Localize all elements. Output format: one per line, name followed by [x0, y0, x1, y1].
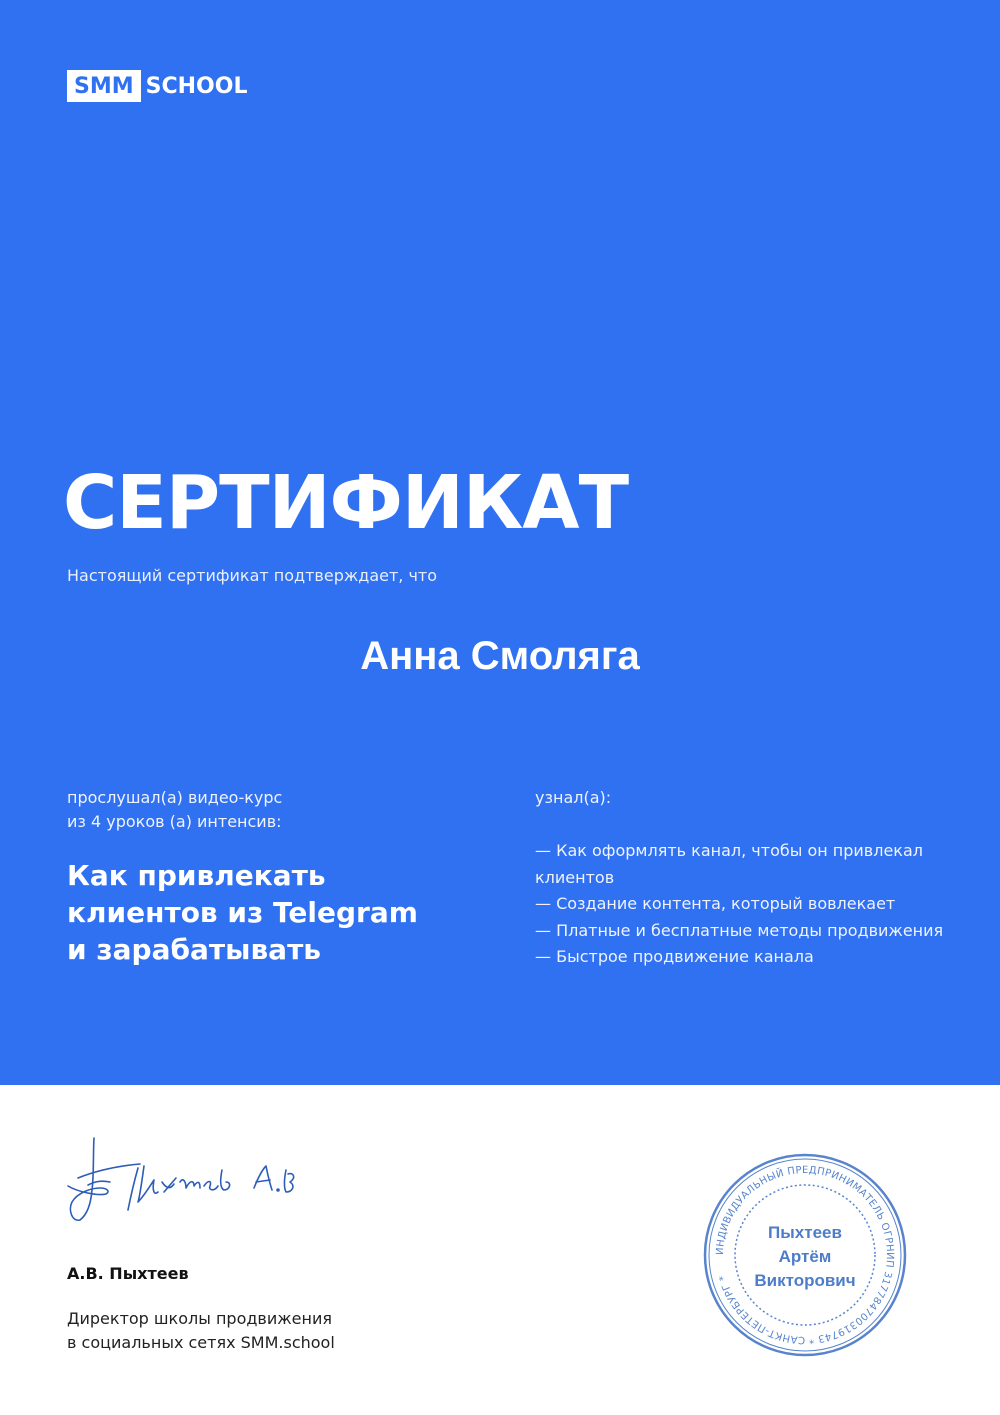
confirms-text: Настоящий сертификат подтверждает, что [67, 566, 438, 585]
stamp-center-line: Викторович [754, 1271, 856, 1290]
stamp-center-line: Артём [778, 1247, 832, 1266]
course-intro-line: из 4 уроков (а) интенсив: [67, 812, 282, 831]
stamp-center-line: Пыхтеев [768, 1223, 842, 1242]
learned-label: узнал(а): [535, 788, 612, 807]
learned-item: — Платные и бесплатные методы продвижения [535, 920, 944, 940]
course-intro-line: прослушал(а) видео-курс [67, 788, 283, 807]
smm-school-logo [67, 70, 247, 102]
learned-section [535, 786, 955, 971]
certificate-title: СЕРТИФИКАТ [63, 460, 629, 546]
official-stamp [700, 1150, 910, 1360]
course-title [67, 857, 497, 968]
course-info [67, 786, 497, 968]
learned-item: — Создание контента, который вовлекает [535, 894, 896, 913]
stamp-ring-text: ИНДИВИДУАЛЬНЫЙ ПРЕДПРИНИМАТЕЛЬ ОГРНИП 317784700319743 * САНКТ-ПЕТЕРБУРГ * [714, 1164, 896, 1346]
logo-text: SCHOOL [145, 73, 248, 99]
recipient-name: Анна Смоляга [360, 634, 640, 678]
logo-box: SMM [67, 70, 141, 102]
learned-item: — Быстрое продвижение канала [535, 947, 814, 966]
learned-list [535, 838, 955, 971]
course-intro [67, 786, 497, 834]
signer-role-line: в социальных сетях SMM.school [67, 1333, 335, 1352]
signer-name: А.В. Пыхтеев [67, 1264, 189, 1283]
signature-image [58, 1130, 308, 1230]
course-title-line: Как привлекать [67, 859, 326, 892]
signer-role-line: Директор школы продвижения [67, 1309, 332, 1328]
course-title-line: и зарабатывать [67, 933, 322, 966]
signer-role [67, 1307, 335, 1355]
course-title-line: клиентов из Telegram [67, 896, 418, 929]
learned-item: — Как оформлять канал, чтобы он привлекал клиентов [535, 841, 923, 887]
